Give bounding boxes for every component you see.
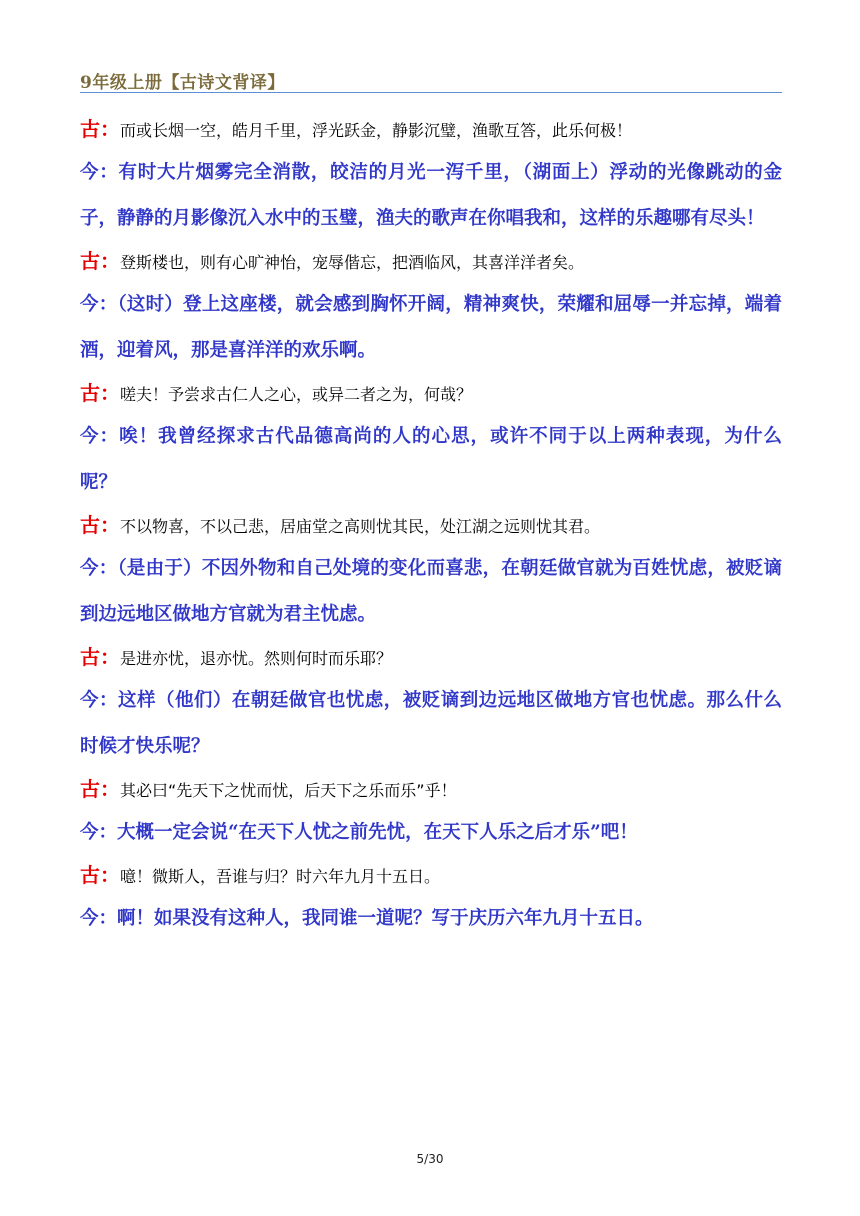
translation-sentence: 这样（他们）在朝廷做官也忧虑，被贬谪到边远地区做地方官也忧虑。那么什么时候才快乐呢？ <box>80 690 782 757</box>
translation-sentence: 大概一定会说“在天下人忧之前先忧，在天下人乐之后才乐”吧！ <box>117 822 638 843</box>
classical-text-5 <box>80 638 782 678</box>
page-header <box>80 66 782 93</box>
translation-sentence: 有时大片烟雾完全消散，皎洁的月光一泻千里，（湖面上）浮动的光像跳动的金子，静静的月影像沉入水中的玉璧，渔夫的歌声在你唱我和，这样的乐趣哪有尽头！ <box>80 162 782 229</box>
header-title: 9年级上册【古诗文背译】 <box>80 73 285 93</box>
translation-sentence: 啊！如果没有这种人，我同谁一道呢？写于庆历六年九月十五日。 <box>117 908 654 929</box>
classical-text-4 <box>80 506 782 546</box>
classical-sentence: 而或长烟一空，皓月千里，浮光跃金，静影沉璧，渔歌互答，此乐何极！ <box>120 121 633 140</box>
classical-sentence: 嗟夫！予尝求古仁人之心，或异二者之为，何哉？ <box>120 385 473 404</box>
classical-label: 古： <box>80 381 120 405</box>
classical-label: 古： <box>80 513 120 537</box>
classical-text-2 <box>80 242 782 282</box>
classical-label: 古： <box>80 117 120 141</box>
classical-text-3 <box>80 374 782 414</box>
classical-sentence: 登斯楼也，则有心旷神怡，宠辱偕忘，把酒临风，其喜洋洋者矣。 <box>120 253 585 272</box>
classical-text-6 <box>80 770 782 810</box>
translation-label: 今： <box>80 294 118 315</box>
classical-sentence: 噫！微斯人，吾谁与归？时六年九月十五日。 <box>120 867 441 886</box>
translation-label: 今： <box>80 162 119 183</box>
translation-text-5 <box>80 678 782 770</box>
translation-label: 今： <box>80 426 120 447</box>
translation-label: 今： <box>80 822 118 843</box>
classical-text-1 <box>80 110 782 150</box>
translation-label: 今： <box>80 908 118 929</box>
translation-text-7 <box>80 896 782 942</box>
translation-label: 今： <box>80 690 118 711</box>
translation-text-4 <box>80 546 782 638</box>
translation-sentence: （是由于）不因外物和自己处境的变化而喜悲，在朝廷做官就为百姓忧虑，被贬谪到边远地区做地方官就为君主忧虑。 <box>80 558 782 625</box>
translation-text-1 <box>80 150 782 242</box>
classical-label: 古： <box>80 645 120 669</box>
content <box>80 110 782 942</box>
classical-label: 古： <box>80 777 120 801</box>
page-number: 5/30 <box>416 1152 444 1166</box>
translation-sentence: 唉！我曾经探求古代品德高尚的人的心思，或许不同于以上两种表现，为什么呢？ <box>80 426 782 493</box>
classical-label: 古： <box>80 863 120 887</box>
classical-sentence: 是进亦忧，退亦忧。然则何时而乐耶？ <box>120 649 393 668</box>
classical-label: 古： <box>80 249 120 273</box>
translation-text-6 <box>80 810 782 856</box>
translation-text-3 <box>80 414 782 506</box>
translation-label: 今： <box>80 558 118 579</box>
classical-text-7 <box>80 856 782 896</box>
translation-sentence: （这时）登上这座楼，就会感到胸怀开阔，精神爽快，荣耀和屈辱一并忘掉，端着酒，迎着风，那是喜洋洋的欢乐啊。 <box>80 294 782 361</box>
translation-text-2 <box>80 282 782 374</box>
classical-sentence: 其必曰“先天下之忧而忧，后天下之乐而乐”乎！ <box>120 781 457 800</box>
classical-sentence: 不以物喜，不以己悲，居庙堂之高则忧其民，处江湖之远则忧其君。 <box>120 517 601 536</box>
